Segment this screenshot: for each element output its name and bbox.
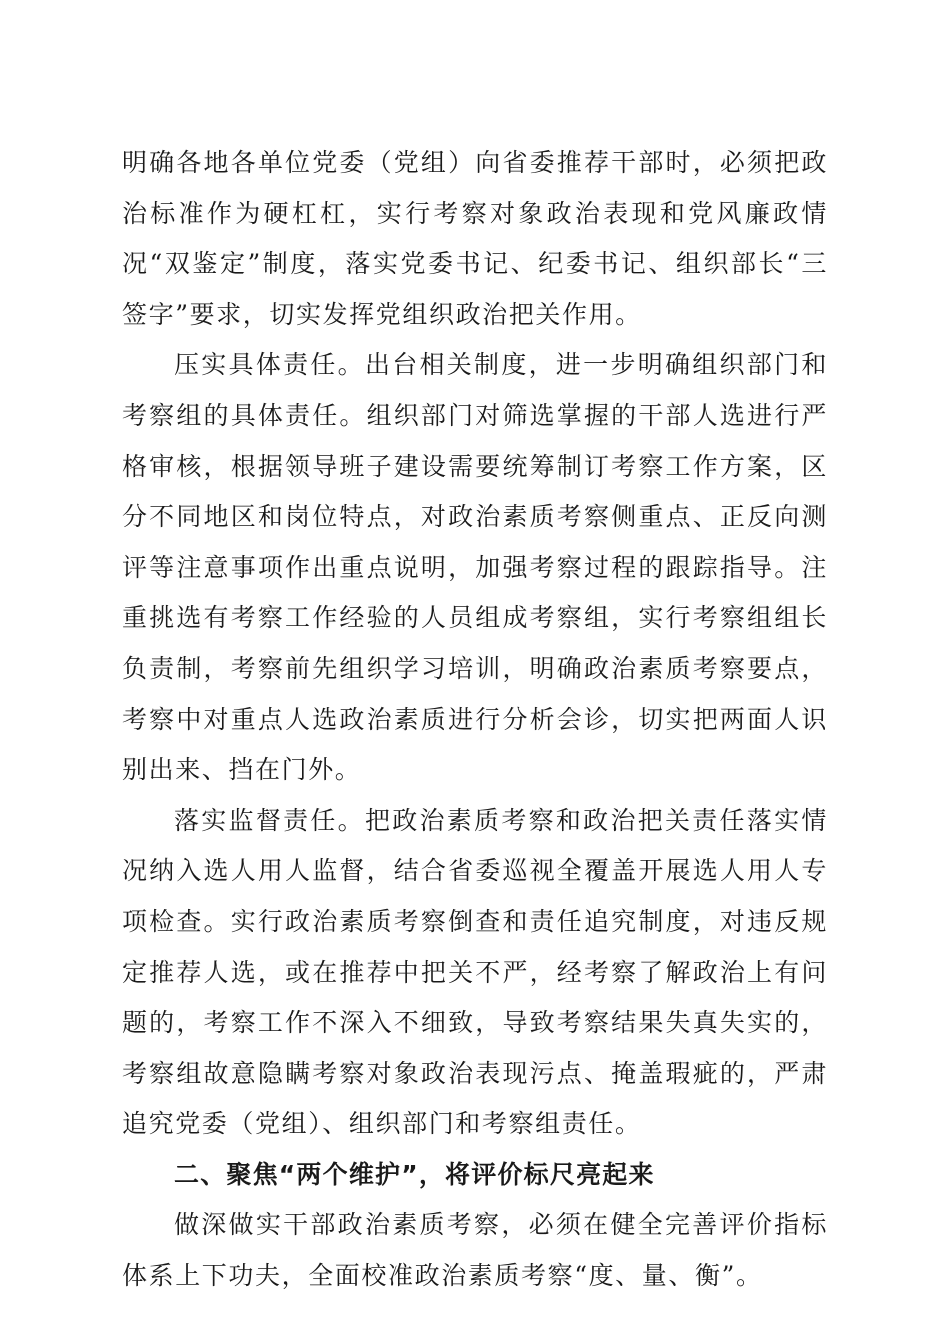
paragraph-supervision-responsibility: 落实监督责任。把政治素质考察和政治把关责任落实情况纳入选人用人监督，结合省委巡视全覆盖开展选人用人专项检查。实行政治素质考察倒查和责任追究制度，对违反规定推荐人选，或在推荐中把关不严，经考察了解政治上有问题的，考察工作不深入不细致，导致考察结果失真失实的，考察组故意隐瞒考察对象政治表现污点、掩盖瑕疵的，严肃追究党委（党组）、组织部门和考察组责任。 [122,805,828,1139]
paragraph-continuation: 明确各地各单位党委（党组）向省委推荐干部时，必须把政治标准作为硬杠杠，实行考察对象政治表现和党风廉政情况“双鉴定”制度，落实党委书记、纪委书记、组织部长“三签字”要求，切实发挥党组织政治把关作用。 [122,148,828,329]
document-page [122,138,828,1302]
paragraph-specific-responsibility: 压实具体责任。出台相关制度，进一步明确组织部门和考察组的具体责任。组织部门对筛选掌握的干部人选进行严格审核，根据领导班子建设需要统筹制订考察工作方案，区分不同地区和岗位特点，对政治素质考察侧重点、正反向测评等注意事项作出重点说明，加强考察过程的跟踪指导。注重挑选有考察工作经验的人员组成考察组，实行考察组组长负责制，考察前先组织学习培训，明确政治素质考察要点，考察中对重点人选政治素质进行分析会诊，切实把两面人识别出来、挡在门外。 [122,350,828,785]
paragraph-evaluation-intro: 做深做实干部政治素质考察，必须在健全完善评价指标体系上下功夫，全面校准政治素质考察“度、量、衡”。 [122,1210,828,1291]
section-heading: 二、聚焦“两个维护”，将评价标尺亮起来 [174,1159,655,1189]
